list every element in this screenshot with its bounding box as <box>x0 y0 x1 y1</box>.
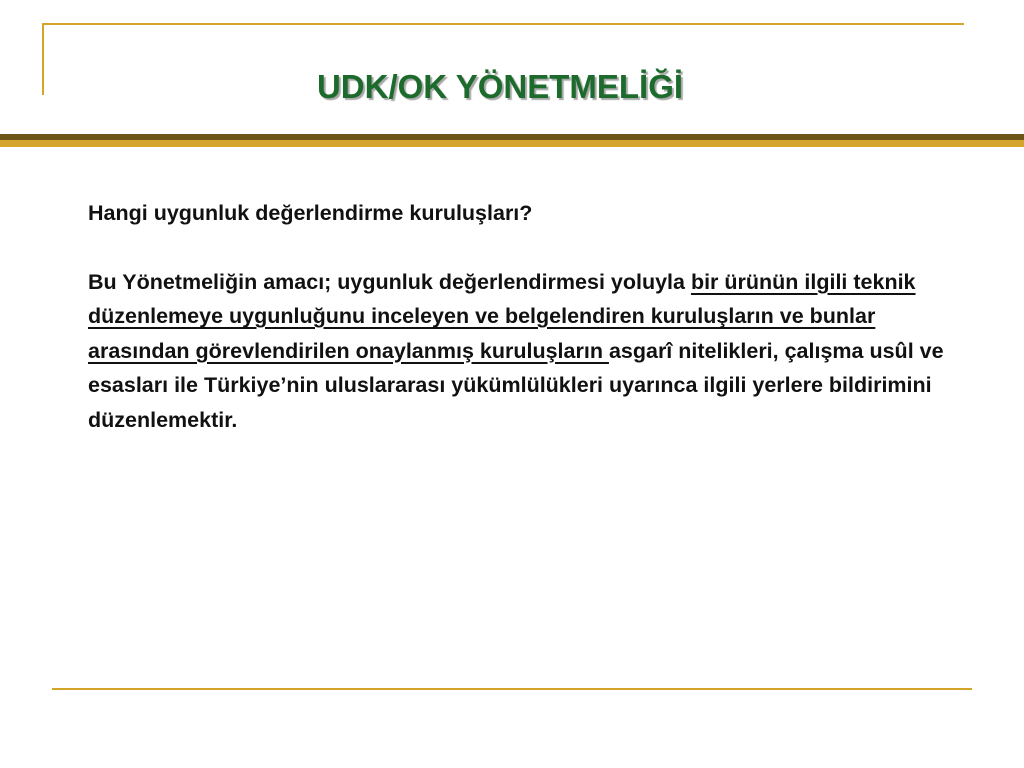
slide-body <box>88 196 948 437</box>
paragraph-intro: Bu Yönetmeliğin amacı; uygunluk değerlendirmesi yoluyla <box>88 269 691 294</box>
frame-top-line <box>42 23 964 25</box>
title-divider-gold <box>0 140 1024 147</box>
slide-title: UDK/OK YÖNETMELİĞİ <box>316 68 684 105</box>
paragraph-rest: asgarî nitelikleri, çalışma usûl ve esasları ile Türkiye’nin uluslararası yükümlülükleri uyarınca ilgili yerlere bildirimini düzenlemektir. <box>88 338 944 432</box>
question-line: Hangi uygunluk değerlendirme kuruluşları? <box>88 201 533 225</box>
title-divider-band <box>0 134 1024 148</box>
body-paragraph <box>88 265 948 438</box>
footer-rule <box>52 688 972 690</box>
paragraph-underlined: bir ürünün ilgili teknik düzenlemeye uygunluğunu inceleyen ve belgelendiren kuruluşların ve bunlar arasından görevlendirilen onaylanmış kuruluşların <box>88 269 916 363</box>
